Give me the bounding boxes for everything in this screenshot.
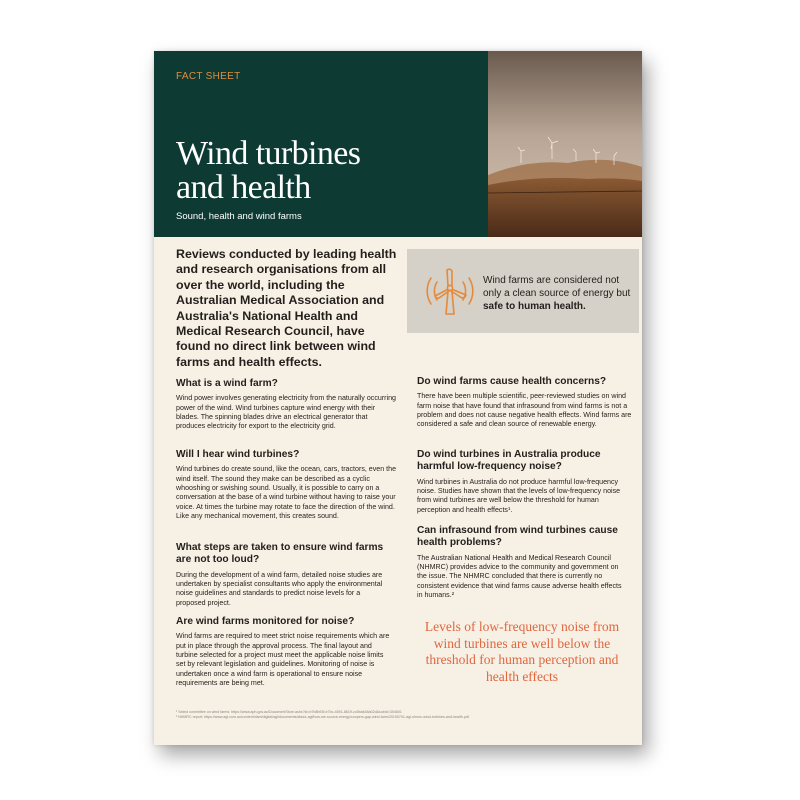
section-noise-monitoring [176, 616, 394, 688]
pull-quote: Levels of low-frequency noise from wind turbines are well below the threshold for human perception and health effects [424, 619, 620, 684]
section-heading: What is a wind farm? [176, 378, 278, 389]
section-body: Wind turbines do create sound, like the ocean, cars, tractors, even the wind itself. The sound they make can be described as a cyclic whooshing or swishing sound. Usually, it is possible to carry on a conversation at the base of a wind turbine without having to raise your voice. At times the turbine may rotate to face the direction of the wind. Like any mechanical movement, this creates sound. [176, 465, 397, 520]
footnote-1: ¹ Select committee on wind farms: https://www.aph.gov.au/DocumentStore.ashx?id=b7b8b93f-e7bc-4591-8619-cc5ba648a02d&subId=304601 [176, 710, 402, 714]
page-subtitle: Sound, health and wind farms [176, 211, 302, 222]
section-heading: What steps are taken to ensure wind farms are not too loud? [176, 542, 384, 566]
callout-box [407, 249, 639, 333]
section-heading: Do wind farms cause health concerns? [417, 376, 607, 387]
section-body: Wind power involves generating electricity from the naturally occurring power of the wind. Wind turbines capture wind energy with their blades. The spinning blades drive an electrical generator that produces electricity for export to the electricity grid. [176, 394, 397, 431]
section-body: During the development of a wind farm, detailed noise studies are undertaken by specialist consultants who apply the environmental noise guidelines and standards to predict noise levels for a proposed project. [176, 570, 383, 607]
section-infrasound [417, 525, 627, 600]
footnote-2: ² NHMRC report: https://www.agl.com.au/content/dam/digital/agl/documents/about-agl/how-we-source-energy/coopers-gap-wind-farm/20190701-agl-nhmrc-wind-turbines-and-health.pdf [176, 715, 469, 719]
intro-statement: Reviews conducted by leading health and research organisations from all over the world, including the Australian Medical Association and Australia's National Health and Medical Research Council, have found no direct link between wind farms and health effects. [176, 247, 397, 369]
eyebrow-label: FACT SHEET [176, 71, 241, 82]
header-panel [154, 51, 488, 237]
section-heading: Will I hear wind turbines? [176, 449, 300, 460]
section-hear-turbines [176, 449, 398, 521]
section-body: The Australian National Health and Medical Research Council (NHMRC) provides advice to the community and government on the issue. The NHMRC concluded that there is currently no consistent evidence that wind farms cause adverse health effects in humans.² [417, 553, 622, 599]
section-steps-not-too-loud [176, 542, 386, 608]
section-body: Wind turbines in Australia do not produce harmful low-frequency noise. Studies have shown that the levels of low-frequency noise from wind turbines are well below the threshold for human perception and health effects¹. [417, 477, 621, 514]
section-heading: Do wind turbines in Australia produce harmful low-frequency noise? [417, 449, 601, 473]
section-heading: Are wind farms monitored for noise? [176, 616, 355, 627]
wind-turbine-icon [421, 262, 479, 320]
title-line-1: Wind turbines [176, 135, 361, 172]
callout-text [483, 274, 633, 313]
section-low-frequency-noise [417, 449, 625, 515]
callout-text-regular: Wind farms are considered not only a clean source of energy but [483, 275, 631, 299]
section-heading: Can infrasound from wind turbines cause health problems? [417, 525, 618, 549]
title-line-2: and health [176, 169, 311, 206]
section-what-is-wind-farm [176, 378, 396, 432]
wind-farm-photo [488, 51, 642, 237]
section-health-concerns [417, 376, 632, 430]
callout-text-bold: safe to human health. [483, 301, 586, 312]
footnotes [176, 710, 626, 720]
section-body: Wind farms are required to meet strict noise requirements which are put in place through the approval process. The final layout and turbine selected for a project must meet the applicable noise limits set by relevant legislation and guidelines. Monitoring of noise is undertaken once a wind farm is operational to ensure noise requirements are being met. [176, 632, 390, 687]
fact-sheet-page [154, 51, 642, 745]
section-body: There have been multiple scientific, peer-reviewed studies on wind farm noise that have found that infrasound from wind farms is not a problem and does not cause negative health effects. Wind farms are considered a safe and clean source of renewable energy. [417, 392, 632, 429]
page-title [176, 137, 476, 205]
